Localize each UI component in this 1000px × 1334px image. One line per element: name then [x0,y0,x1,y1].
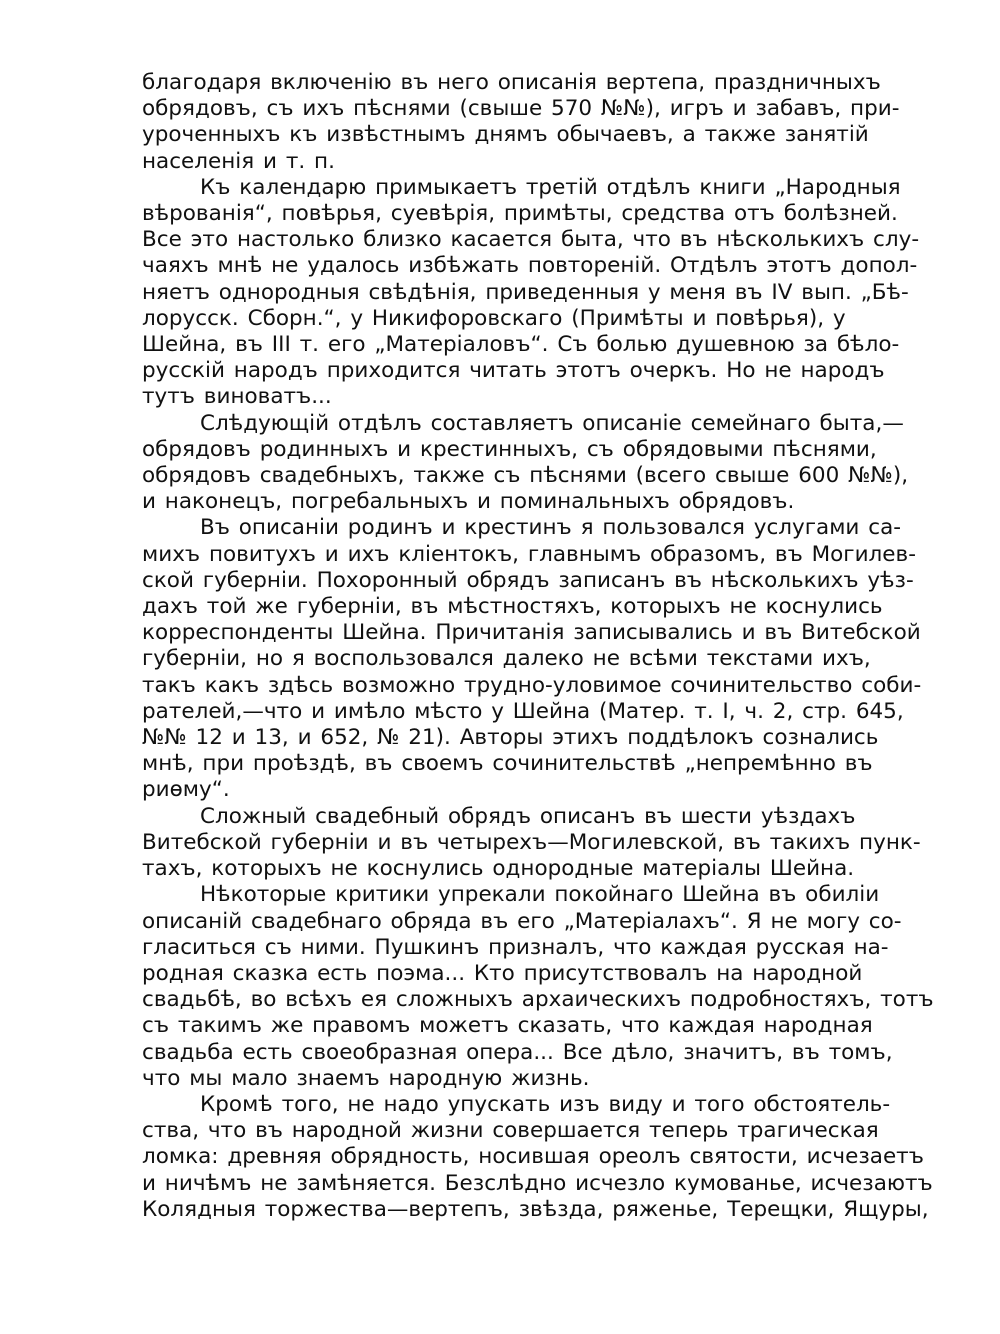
text-line: чаяхъ мнѣ не удалось избѣжать повтореній. Отдѣлъ этотъ допол- [142,253,918,279]
text-line: ломка: древняя обрядность, носившая ореолъ святости, исчезаетъ [142,1144,924,1170]
text-line: Въ описаніи родинъ и крестинъ я пользовался услугами са- [200,515,901,541]
text-line: и наконецъ, погребальныхъ и поминальныхъ обрядовъ. [142,489,795,515]
text-line: корреспонденты Шейна. Причитанія записывались и въ Витебской [142,620,921,646]
paragraph [142,515,922,803]
text-line: няетъ однородныя свѣдѣнія, приведенныя у меня въ IV вып. „Бѣ- [142,279,909,305]
text-line: благодаря включенію въ него описанія вертепа, праздничныхъ [142,70,881,95]
text-line: обрядовъ родинныхъ и крестинныхъ, съ обрядовыми пѣснями, [142,436,877,462]
text-line: населенія и т. п. [142,148,335,174]
text-line: такъ какъ здѣсь возможно трудно-уловимое сочинительство соби- [142,672,922,698]
text-line: дахъ той же губерніи, въ мѣстностяхъ, которыхъ не коснулись [142,594,883,620]
text-line: мнѣ, при проѣздѣ, въ своемъ сочинительствѣ „непремѣнно въ [142,751,873,777]
text-line: губерніи, но я воспользовался далеко не всѣми текстами ихъ, [142,646,871,672]
text-line: русскій народъ приходится читать этотъ очеркъ. Но не народъ [142,358,885,384]
text-line: Нѣкоторые критики упрекали покойнаго Шейна въ обиліи [200,882,880,908]
text-line: уроченныхъ къ извѣстнымъ днямъ обычаевъ, а также занятій [142,122,869,148]
text-line: Къ календарю примыкаетъ третій отдѣлъ книги „Народныя [200,174,901,200]
text-line: №№ 12 и 13, и 652, № 21). Авторы этихъ поддѣлокъ сознались [142,725,879,751]
text-line: Колядныя торжества—вертепъ, звѣзда, ряженье, Терещки, Ящуры, [142,1196,929,1222]
text-line: Кромѣ того, не надо упускать изъ виду и того обстоятель- [200,1091,891,1117]
text-line: Шейна, въ III т. его „Матеріаловъ“. Съ болью душевною за бѣло- [142,332,900,358]
paragraph [142,174,920,411]
text-line: Сложный свадебный обрядъ описанъ въ шести уѣздахъ [200,803,856,829]
text-line: рателей,—что и имѣло мѣсто у Шейна (Матер. т. I, ч. 2, стр. 645, [142,698,904,724]
text-line: Витебской губерніи и въ четырехъ—Могилевской, въ такихъ пунк- [142,829,921,855]
text-line: Все это настолько близко касается быта, что въ нѣсколькихъ слу- [142,227,920,253]
text-line: вѣрованія“, повѣрья, суевѣрія, примѣты, средства отъ болѣзней. [142,201,898,227]
text-line: свадьбѣ, во всѣхъ ея сложныхъ архаическихъ подробностяхъ, тотъ [142,987,934,1013]
text-line: съ такимъ же правомъ можетъ сказать, что каждая народная [142,1013,873,1039]
paragraph [142,1091,933,1223]
text-line: обрядовъ, съ ихъ пѣснями (свыше 570 №№), игръ и забавъ, при- [142,96,900,122]
paragraph [142,410,909,516]
text-line: риѳму“. [142,777,230,803]
text-line: тутъ виноватъ... [142,384,332,410]
text-line: свадьба есть своеобразная опера... Все дѣло, значитъ, въ томъ, [142,1039,893,1065]
text-line: лорусск. Сборн.“, у Никифоровскаго (Примѣты и повѣрья), у [142,305,846,331]
text-line: обрядовъ свадебныхъ, также съ пѣснями (всего свыше 600 №№), [142,463,909,489]
text-line: родная сказка есть поэма... Кто присутствовалъ на народной [142,960,863,986]
text-line: михъ повитухъ и ихъ кліентокъ, главнымъ образомъ, въ Могилев- [142,541,916,567]
text-line: Слѣдующій отдѣлъ составляетъ описаніе семейнаго быта,— [200,410,904,436]
text-line: ской губерніи. Похоронный обрядъ записанъ въ нѣсколькихъ уѣз- [142,567,914,593]
text-line: тахъ, которыхъ не коснулись однородные матеріалы Шейна. [142,856,855,882]
text-line: гласиться съ ними. Пушкинъ призналъ, что каждая русская на- [142,934,889,960]
document-page [142,70,934,1223]
paragraph [142,803,921,883]
paragraph [142,70,900,175]
text-line: ства, что въ народной жизни совершается теперь трагическая [142,1118,879,1144]
text-line: и ничѣмъ не замѣняется. Безслѣдно исчезло кумованье, исчезаютъ [142,1170,933,1196]
text-line: описаній свадебнаго обряда въ его „Матеріалахъ“. Я не могу со- [142,908,902,934]
paragraph [142,882,934,1092]
text-line: что мы мало знаемъ народную жизнь. [142,1065,590,1091]
